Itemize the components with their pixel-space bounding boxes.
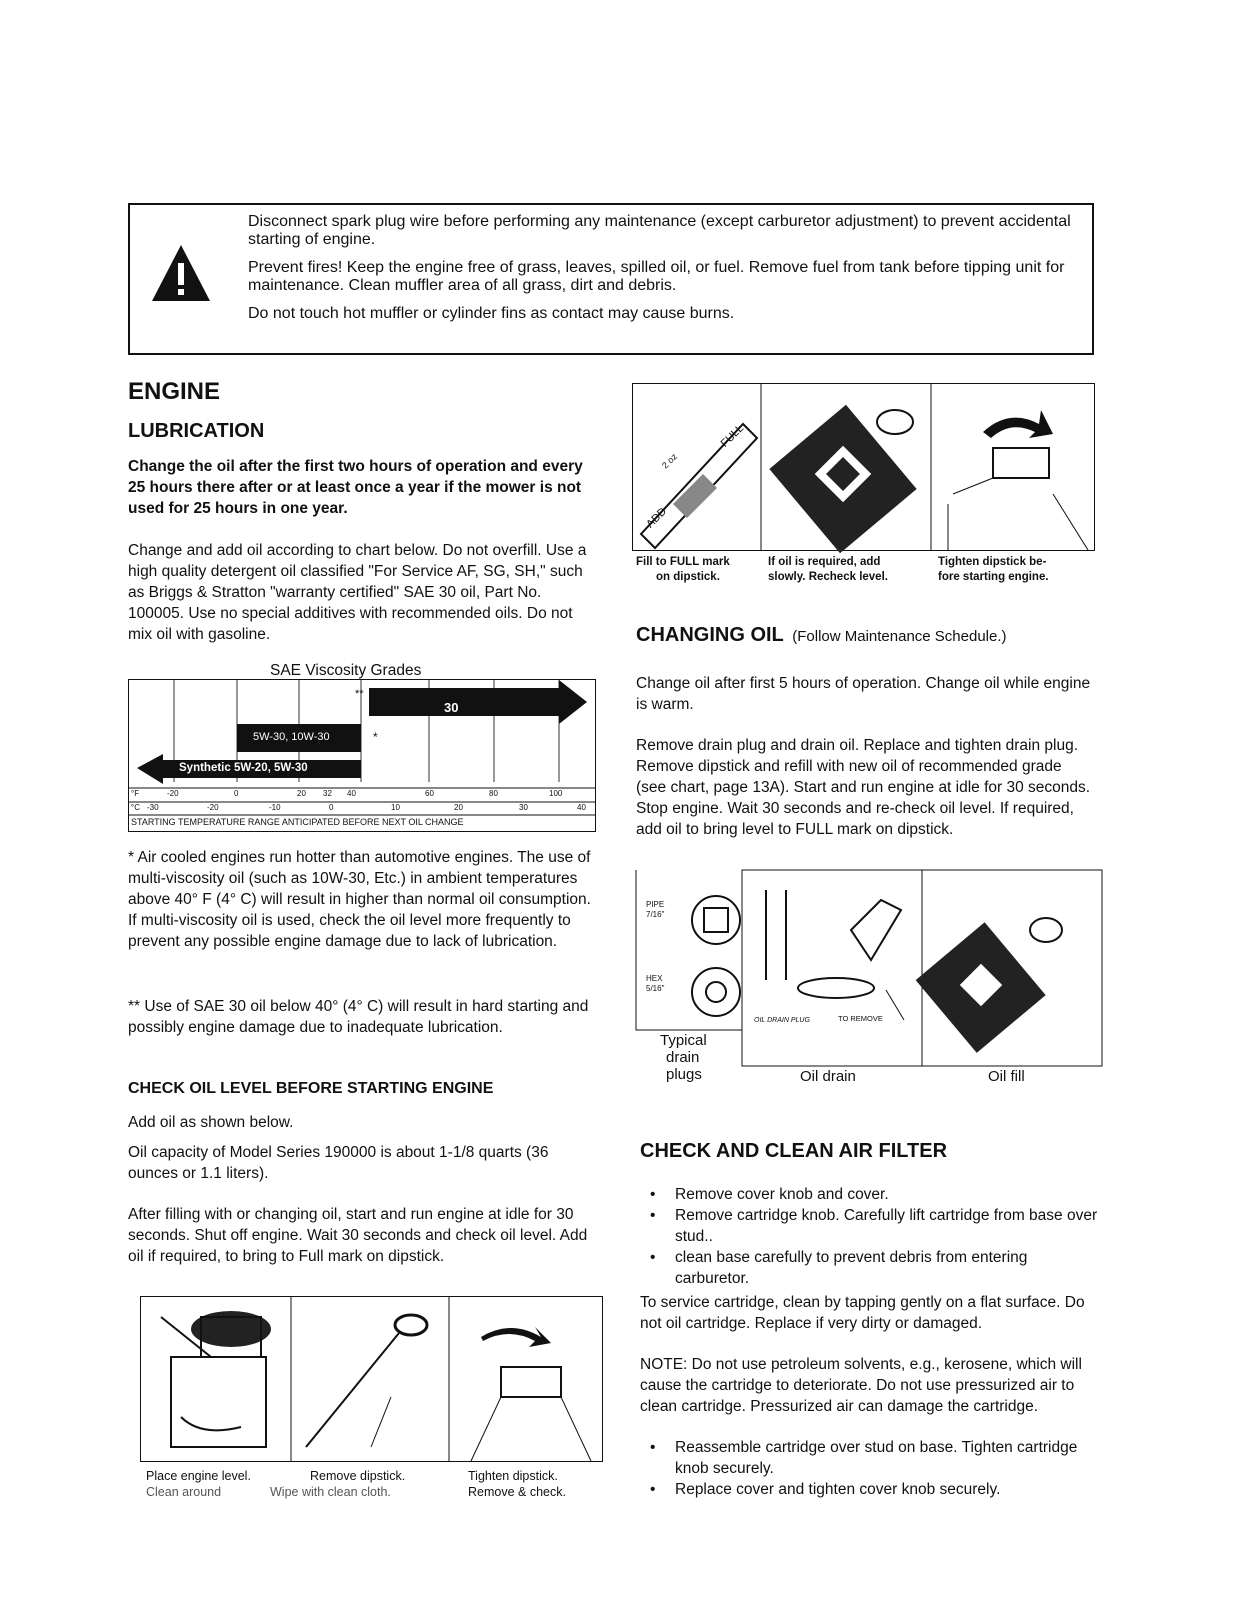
changing-oil-subheading: (Follow Maintenance Schedule.)	[792, 628, 1007, 645]
oil-drain-caption: Oil drain	[800, 1068, 856, 1085]
oil-fill-caption: Oil fill	[988, 1068, 1025, 1085]
check-oil-figure	[140, 1296, 603, 1462]
pipe-label: PIPE	[646, 900, 665, 909]
oil-drain-plug-label: OIL DRAIN PLUG	[754, 1017, 810, 1024]
lubrication-paragraph-2: Change and add oil according to chart below. Do not overfill. Use a high quality detergent oil classified "For Service AF, SG, SH," such as Briggs & Stratton "warranty certified" SAE 30 oil, Part No. 100005. Use no special additives with recommended oils. Do not mix oil with gasoline.	[128, 542, 587, 643]
caption-tighten-before: Tighten dipstick be-	[938, 556, 1047, 568]
caption-if-oil-required: If oil is required, add	[768, 556, 881, 568]
safety-warning-box	[128, 203, 1094, 355]
c-tick: 20	[454, 803, 463, 812]
dipstick-figure	[632, 383, 1095, 551]
warning-line-1: Disconnect spark plug wire before performing any maintenance (except carburetor adjustment) to prevent accidental starting of engine.	[248, 213, 1071, 248]
air-filter-heading: CHECK AND CLEAN AIR FILTER	[640, 1140, 948, 1162]
list-item: • Remove cartridge knob. Carefully lift cartridge from base over stud..	[640, 1205, 1100, 1247]
list-item: • Replace cover and tighten cover knob securely.	[640, 1479, 1100, 1500]
double-asterisk-mark: **	[355, 688, 364, 700]
c-tick: -10	[269, 803, 281, 812]
caption-recheck-level: slowly. Recheck level.	[768, 571, 888, 583]
warning-triangle-icon	[150, 243, 212, 305]
sae30-bar	[369, 680, 587, 724]
after-filling-paragraph: After filling with or changing oil, start and run engine at idle for 30 seconds. Shut off engine. Wait 30 seconds and check oil level. Add oil if required, to bring to Full mark on dipstick.	[128, 1206, 588, 1265]
hex-size-label: 5/16"	[646, 984, 665, 993]
list-item: • clean base carefully to prevent debris from entering carburetor.	[640, 1247, 1100, 1289]
caption-place-engine: Place engine level.	[146, 1469, 251, 1483]
warning-text	[248, 213, 1088, 333]
pipe-size-label: 7/16"	[646, 910, 665, 919]
c-tick: -30	[147, 803, 159, 812]
caption-drain: drain	[666, 1049, 700, 1066]
dipstick-oz-label: 2 oz	[659, 451, 680, 471]
f-tick: 80	[489, 789, 498, 798]
caption-before-starting: fore starting engine.	[938, 571, 1049, 583]
viscosity-chart	[128, 679, 596, 832]
f-tick: 60	[425, 789, 434, 798]
c-tick: 30	[519, 803, 528, 812]
sae30-label: 30	[444, 700, 459, 715]
caption-plugs: plugs	[666, 1066, 702, 1083]
caption-clean-around: Clean around	[146, 1485, 222, 1499]
typical-drain-plugs-caption	[660, 1032, 707, 1083]
dipstick-illustration	[633, 384, 1094, 550]
caption-typical: Typical	[660, 1032, 707, 1049]
viscosity-chart-title: SAE Viscosity Grades	[270, 662, 422, 679]
note-multi-viscosity: * Air cooled engines run hotter than automotive engines. The use of multi-viscosity oil (such as 10W-30, Etc.) in ambient temperatures above 40° F (4° C) will result in higher than normal oil consumption. If multi-viscosity oil is used, check the oil level more frequently to prevent any possible engine damage due to lack of lubrication.	[128, 849, 591, 950]
changing-oil-paragraph-1: Change oil after first 5 hours of operation. Change oil while engine is warm.	[636, 675, 1091, 713]
oil-capacity-paragraph: Oil capacity of Model Series 190000 is about 1-1/8 quarts (36 ounces or 1.1 liters).	[128, 1144, 549, 1182]
c-tick: 0	[329, 803, 334, 812]
check-oil-heading: CHECK OIL LEVEL BEFORE STARTING ENGINE	[128, 1080, 494, 1097]
viscosity-chart-caption: STARTING TEMPERATURE RANGE ANTICIPATED BEFORE NEXT OIL CHANGE	[131, 817, 464, 827]
engine-heading: ENGINE	[128, 378, 221, 405]
celsius-unit: °C	[131, 803, 140, 812]
fahrenheit-unit: °F	[131, 789, 140, 798]
note-sae30: ** Use of SAE 30 oil below 40° (4° C) will result in hard starting and possibly engine damage due to inadequate lubrication.	[128, 998, 589, 1036]
changing-oil-heading: CHANGING OIL	[636, 624, 784, 646]
c-tick: 40	[577, 803, 586, 812]
caption-fill-to-full: Fill to FULL mark	[636, 556, 730, 568]
caption-wipe: Wipe with clean cloth.	[270, 1485, 391, 1499]
lubrication-heading: LUBRICATION	[128, 420, 265, 442]
f-tick: 20	[297, 789, 306, 798]
list-item: • Reassemble cartridge over stud on base. Tighten cartridge knob securely.	[640, 1437, 1100, 1479]
air-filter-note: NOTE: Do not use petroleum solvents, e.g., kerosene, which will cause the cartridge to deteriorate. Do not use pressurized air to clean cartridge. Pressurized air can damage the cartridge.	[640, 1356, 1082, 1415]
caption-tighten-dipstick: Tighten dipstick.	[468, 1469, 558, 1483]
f-tick: 100	[549, 789, 563, 798]
caption-remove-check: Remove & check.	[468, 1485, 566, 1499]
to-remove-label: TO REMOVE	[838, 1014, 883, 1023]
warning-line-2: Prevent fires! Keep the engine free of grass, leaves, spilled oil, or fuel. Remove fuel from tank before tipping unit for maintenance. Clean muffler area of all grass, dirt and debris.	[248, 259, 1065, 294]
dipstick-add-label: ADD	[644, 505, 670, 531]
single-asterisk-mark: *	[373, 730, 378, 744]
synthetic-label: Synthetic 5W-20, 5W-30	[179, 762, 308, 774]
list-item: • Remove cover knob and cover.	[640, 1184, 1100, 1205]
multi-viscosity-label: 5W-30, 10W-30	[253, 731, 330, 743]
service-cartridge-paragraph: To service cartridge, clean by tapping gently on a flat surface. Do not oil cartridge. Replace if very dirty or damaged.	[640, 1294, 1085, 1332]
changing-oil-heading-row	[636, 624, 1007, 647]
lubrication-paragraph-1: Change the oil after the first two hours of operation and every 25 hours there after or at least once a year if the mower is not used for 25 hours in one year.	[128, 458, 583, 517]
dipstick-full-label: FULL	[718, 422, 747, 450]
f-tick: 32	[323, 789, 332, 798]
c-tick: 10	[391, 803, 400, 812]
air-filter-steps-1	[640, 1184, 1100, 1289]
check-oil-illustration	[141, 1297, 602, 1461]
f-tick: 0	[234, 789, 239, 798]
check-oil-paragraph-1: Add oil as shown below.	[128, 1114, 294, 1131]
warning-line-3: Do not touch hot muffler or cylinder fins as contact may cause burns.	[248, 305, 735, 322]
c-tick: -20	[207, 803, 219, 812]
air-filter-steps-2	[640, 1437, 1100, 1500]
caption-remove-dipstick: Remove dipstick.	[310, 1469, 406, 1483]
changing-oil-paragraph-2: Remove drain plug and drain oil. Replace and tighten drain plug. Remove dipstick and refill with new oil of recommended grade (see chart, page 13A). Start and run engine at idle for 30 seconds. Stop engine. Wait 30 seconds and re-check oil level. If required, add oil to bring level to FULL mark on dipstick.	[636, 737, 1091, 838]
caption-on-dipstick: on dipstick.	[656, 571, 720, 583]
hex-label: HEX	[646, 974, 663, 983]
f-tick: 40	[347, 789, 356, 798]
f-tick: -20	[167, 789, 179, 798]
